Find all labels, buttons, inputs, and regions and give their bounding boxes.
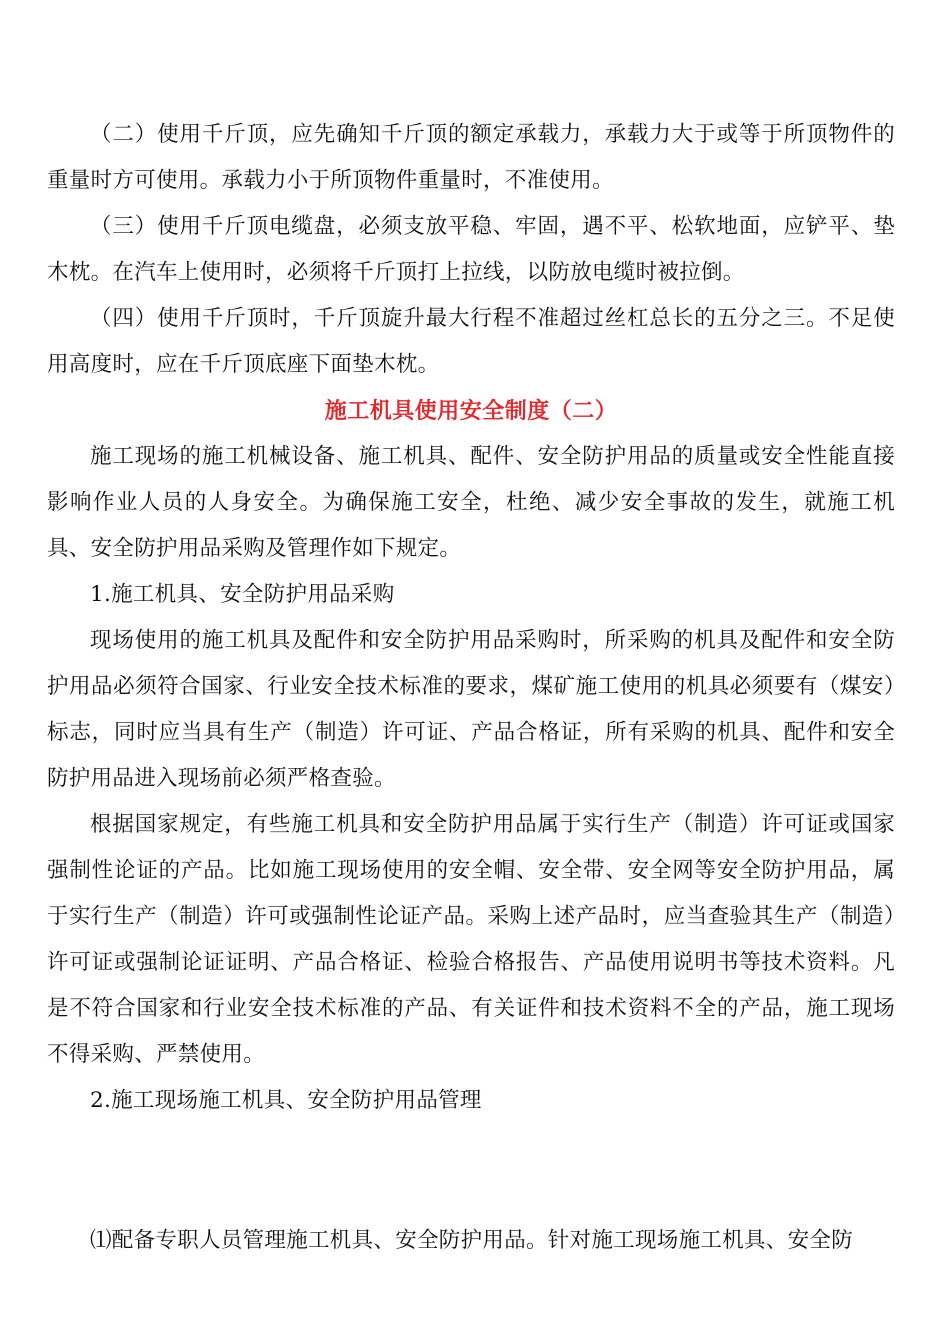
- paragraph-item-1: ⑴配备专职人员管理施工机具、安全防护用品。针对施工现场施工机具、安全防: [90, 1228, 854, 1253]
- section2-title: 2.施工现场施工机具、安全防护用品管理: [90, 1088, 482, 1113]
- page-gap: [47, 1124, 895, 1218]
- paragraph-national-regulations: 根据国家规定，有些施工机具和安全防护用品属于实行生产（制造）许可证或国家强制性论证的产品。比如施工现场使用的安全帽、安全带、安全网等安全防护用品，属于实行生产（制造）许可或强制性论证产品。采购上述产品时，应当查验其生产（制造）许可证或强制论证证明、产品合格证、检验合格报告、产品使用说明书等技术资料。凡是不符合国家和行业安全技术标准的产品、有关证件和技术资料不全的产品，施工现场不得采购、严禁使用。: [47, 812, 895, 1067]
- paragraph-jack-capacity: （二）使用千斤顶，应先确知千斤顶的额定承载力，承载力大于或等于所顶物件的重量时方可使用。承载力小于所顶物件重量时，不准使用。: [47, 122, 895, 193]
- paragraph-intro: 施工现场的施工机械设备、施工机具、配件、安全防护用品的质量或安全性能直接影响作业人员的人身安全。为确保施工安全，杜绝、减少安全事故的发生，就施工机具、安全防护用品采购及管理作如下规定。: [47, 444, 895, 561]
- document-page: [47, 112, 895, 1264]
- section1-title: 1.施工机具、安全防护用品采购: [90, 582, 395, 607]
- paragraph-jack-cable-reel: （三）使用千斤顶电缆盘，必须支放平稳、牢固，遇不平、松软地面，应铲平、垫木枕。在汽车上使用时，必须将千斤顶打上拉线，以防放电缆时被拉倒。: [47, 214, 895, 285]
- paragraph-jack-travel-limit: （四）使用千斤顶时，千斤顶旋升最大行程不准超过丝杠总长的五分之三。不足使用高度时，应在千斤顶底座下面垫木枕。: [47, 306, 895, 377]
- section-heading: 施工机具使用安全制度（二）: [324, 398, 618, 424]
- paragraph-procurement-requirements: 现场使用的施工机具及配件和安全防护用品采购时，所采购的机具及配件和安全防护用品必须符合国家、行业安全技术标准的要求，煤矿施工使用的机具必须要有（煤安）标志，同时应当具有生产（制造）许可证、产品合格证，所有采购的机具、配件和安全防护用品进入现场前必须严格查验。: [47, 628, 895, 791]
